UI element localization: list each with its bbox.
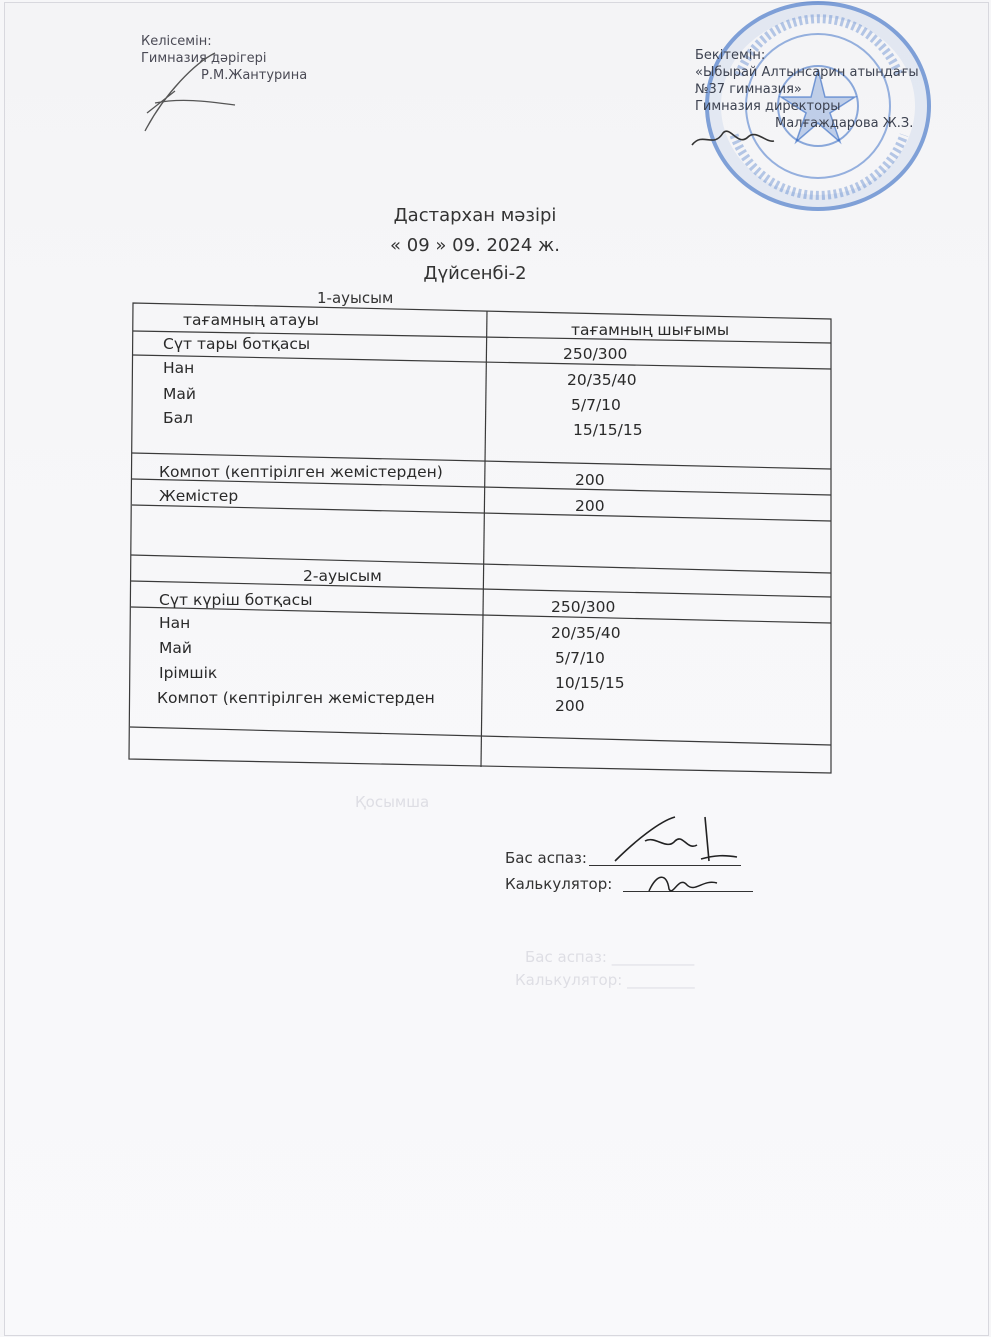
menu-title: Дастархан мәзірі <box>393 205 557 226</box>
dish-name: Май <box>159 639 192 657</box>
chef-signature-icon <box>605 811 745 871</box>
document-page <box>4 2 989 1336</box>
dish-yield: 5/7/10 <box>555 649 605 667</box>
director-signature-icon <box>688 123 778 153</box>
dish-yield: 200 <box>575 497 605 515</box>
dish-name: Сүт күріш ботқасы <box>159 591 313 609</box>
dish-name: Сүт тары ботқасы <box>163 335 311 353</box>
calculator-signature-icon <box>643 865 723 899</box>
dish-yield: 250/300 <box>551 598 616 616</box>
show-through-text: Бас аспаз: ___________ <box>525 948 695 966</box>
dish-yield: 20/35/40 <box>551 624 621 642</box>
dish-yield: 10/15/15 <box>555 674 625 692</box>
menu-date: « 09 » 09. 2024 ж. <box>390 235 560 256</box>
approval-label: Келісемін: <box>141 34 212 49</box>
show-through-text: Қосымша <box>355 793 430 811</box>
school-number: №37 гимназия» <box>695 82 802 97</box>
doctor-role: Гимназия дәрігері <box>141 51 267 66</box>
dish-yield: 20/35/40 <box>567 371 637 389</box>
dish-name: Ірімшік <box>159 664 218 682</box>
approval-label: Бекітемін: <box>695 48 766 63</box>
dish-name: Компот (кептірілген жемістерден <box>157 689 435 707</box>
shift-2-label: 2-ауысым <box>303 567 382 585</box>
doctor-signature-icon <box>135 43 245 143</box>
dish-name: Май <box>163 385 196 403</box>
approval-director-block <box>695 47 919 132</box>
dish-yield: 200 <box>555 697 585 715</box>
dish-name: Бал <box>163 409 194 427</box>
dish-yield: 15/15/15 <box>573 421 643 439</box>
calculator-label: Калькулятор: <box>505 875 613 893</box>
show-through-text: Калькулятор: _________ <box>515 971 695 989</box>
dish-yield: 200 <box>575 471 605 489</box>
director-name: Малғаждарова Ж.З. <box>775 116 914 131</box>
column-header-yield: тағамның шығымы <box>571 321 730 339</box>
dish-name: Нан <box>159 614 191 632</box>
dish-name: Жемістер <box>159 487 239 505</box>
doctor-name: Р.М.Жантурина <box>201 68 308 83</box>
dish-yield: 5/7/10 <box>571 396 621 414</box>
chef-label: Бас аспаз: <box>505 849 587 867</box>
dish-name: Компот (кептірілген жемістерден) <box>159 463 443 481</box>
school-name: «Ыбырай Алтынсарин атындағы <box>695 65 919 80</box>
menu-table <box>127 301 835 775</box>
dish-yield: 250/300 <box>563 345 628 363</box>
director-role: Гимназия директоры <box>695 99 841 114</box>
column-header-dish: тағамның атауы <box>183 311 319 329</box>
menu-day: Дүйсенбі-2 <box>423 263 527 284</box>
shift-1-label: 1-ауысым <box>317 289 394 307</box>
dish-name: Нан <box>163 359 195 377</box>
